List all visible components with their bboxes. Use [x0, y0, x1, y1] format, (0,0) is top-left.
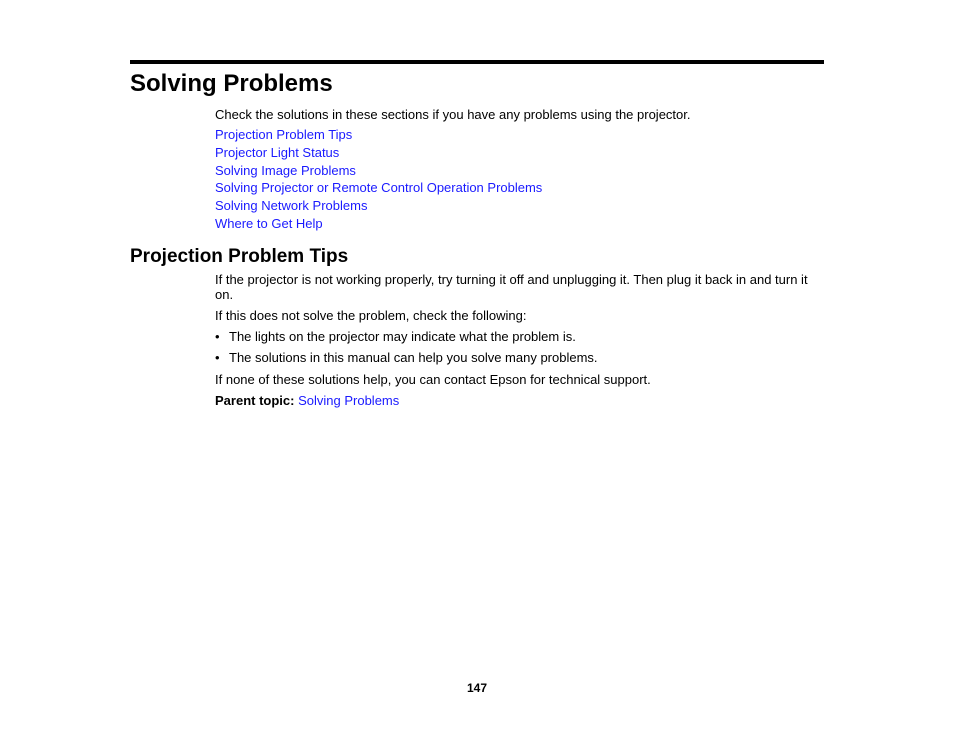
- list-item: [215, 350, 598, 371]
- list-item: [215, 216, 542, 234]
- bullet-icon: •: [215, 350, 220, 365]
- parent-topic-label: Parent topic:: [215, 393, 295, 408]
- list-item: [215, 198, 542, 216]
- link-where-to-get-help[interactable]: Where to Get Help: [215, 215, 323, 231]
- parent-topic: [215, 393, 820, 408]
- list-item: [215, 127, 542, 145]
- link-solving-operation-problems[interactable]: Solving Projector or Remote Control Operation Problems: [215, 180, 543, 196]
- bullet-icon: •: [215, 329, 220, 344]
- list-item: [215, 163, 542, 181]
- section-paragraph-1: If the projector is not working properly, try turning it off and unplugging it. Then plug it back in and turn it on.: [215, 272, 808, 302]
- bullet-text: The lights on the projector may indicate what the problem is.: [229, 329, 576, 344]
- link-solving-network-problems[interactable]: Solving Network Problems: [215, 198, 368, 214]
- heading-rule: [130, 60, 824, 64]
- list-item: [215, 180, 542, 198]
- link-projector-light-status[interactable]: Projector Light Status: [215, 144, 340, 160]
- topic-link-list: [215, 127, 542, 234]
- section-title: Projection Problem Tips: [130, 246, 349, 267]
- page-title: Solving Problems: [130, 70, 333, 97]
- page-number: 147: [466, 681, 488, 695]
- bullet-text: The solutions in this manual can help you solve many problems.: [229, 350, 598, 365]
- bullet-list: [215, 329, 598, 371]
- link-projection-problem-tips[interactable]: Projection Problem Tips: [215, 127, 353, 142]
- link-solving-image-problems[interactable]: Solving Image Problems: [215, 162, 356, 178]
- section-paragraph-2: If this does not solve the problem, check the following:: [215, 308, 527, 323]
- section-paragraph-3: If none of these solutions help, you can contact Epson for technical support.: [215, 372, 651, 387]
- parent-topic-link[interactable]: Solving Problems: [298, 393, 400, 408]
- list-item: [215, 145, 542, 163]
- list-item: [215, 329, 598, 350]
- intro-text: Check the solutions in these sections if you have any problems using the projector.: [215, 107, 691, 122]
